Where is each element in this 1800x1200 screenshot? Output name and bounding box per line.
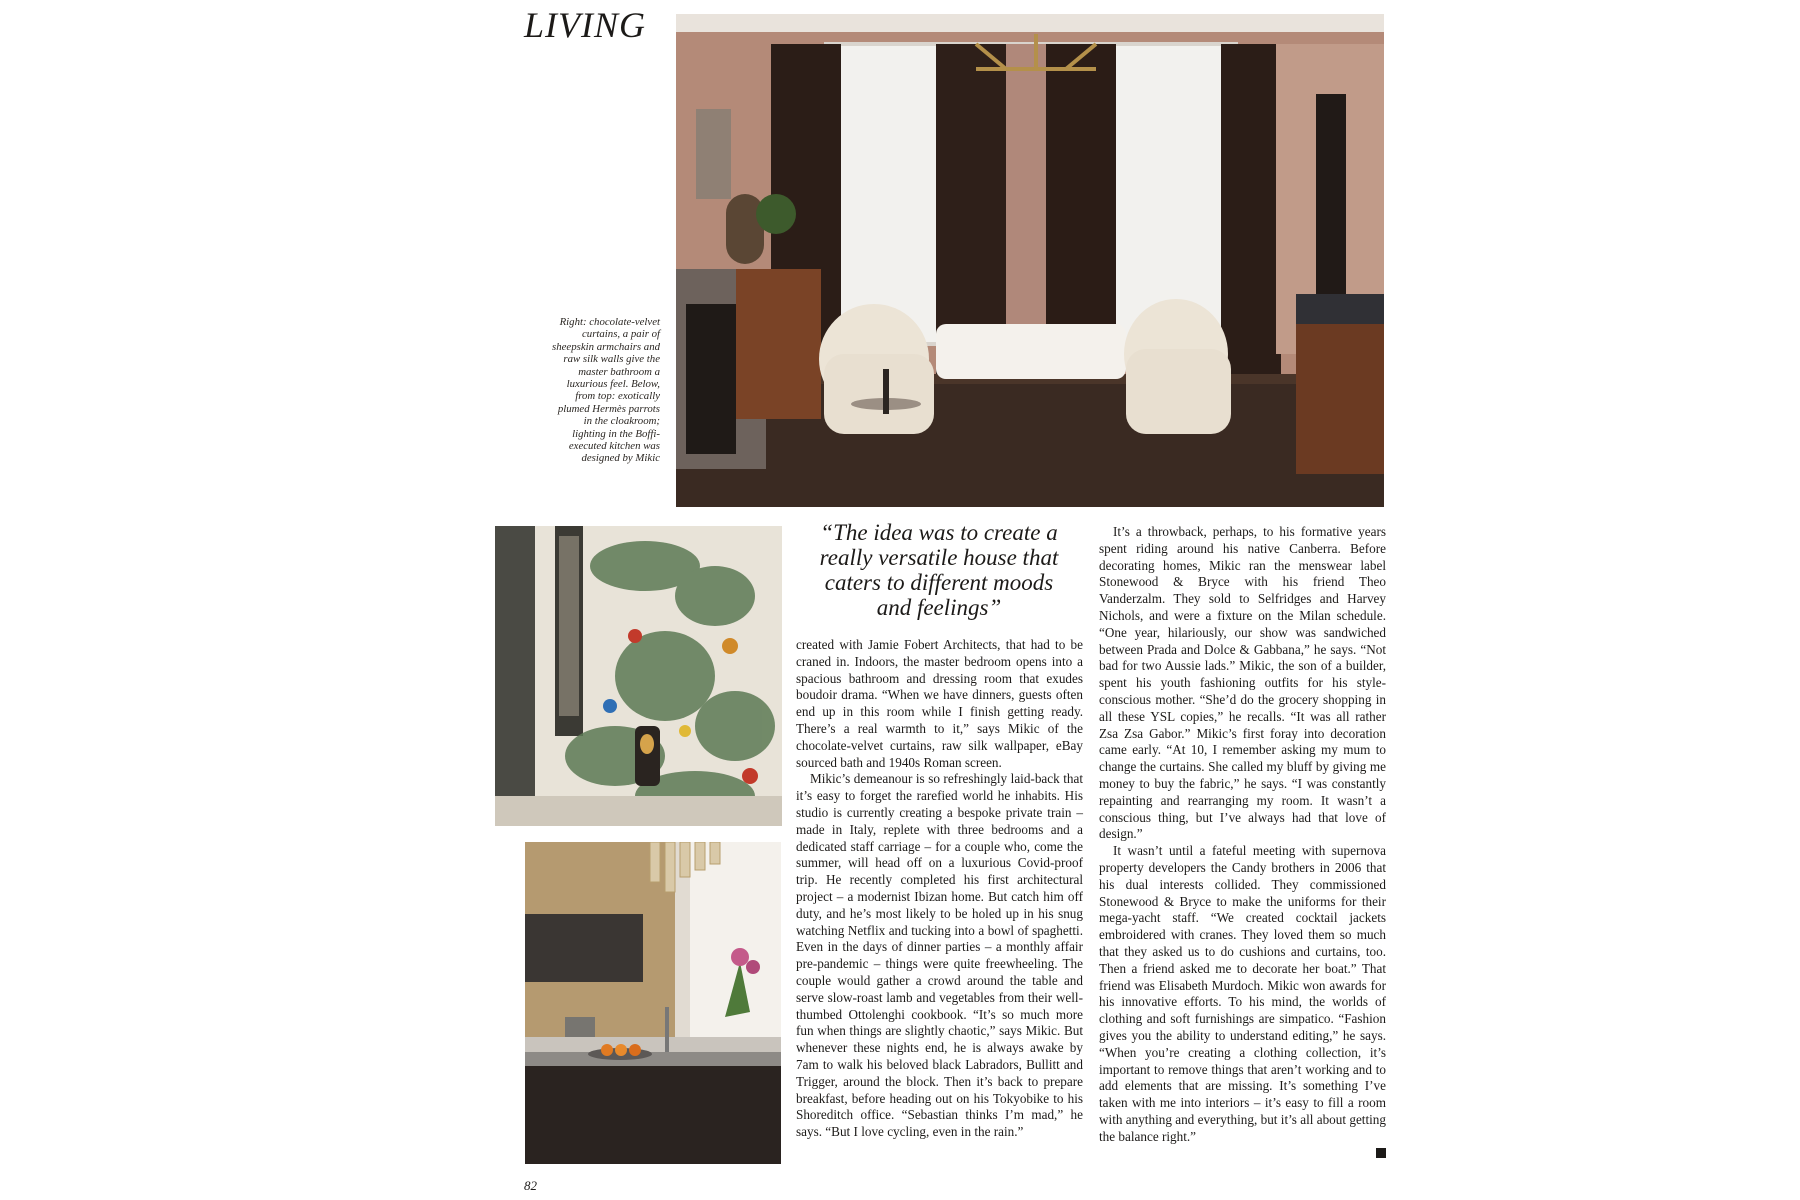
column-2-paragraph: It wasn’t until a fateful meeting with supernova property developers the Candy brothers in 2006 that his dual interests collided. They commissioned Stonewood & Bryce to make the uniforms for their mega-yacht staff. “We created cocktail jackets embroidered with cranes. They loved them so much that they asked us to do cushions and curtains, too. Then a friend asked me to decorate her boat.” That friend was Elisabeth Murdoch. Mikic won awards for his innovative efforts. To his mind, the worlds of clothing and soft furnishings are simpatico. “Fashion gives you the ability to understand editing,” he says. “When you’re creating a clothing collection, it’s important to remove things that aren’t working and to add elements that are missing. It’s something I’ve taken with me into interiors – it’s easy to fill a room with anything and everything, but it’s all about getting the balance right.” — [1099, 843, 1386, 1144]
column-2-paragraph: It’s a throwback, perhaps, to his formative years spent riding around his native Canberra. Before decorating homes, Mikic ran the menswear label Stonewood & Bryce with his friend Theo Vanderzalm. They sold to Selfridges and Harvey Nichols, and were a fixture on the Milan schedule. “One year, hilariously, our show was sandwiched between Prada and Dolce & Gabbana,” he says. “Not bad for two Aussie lads.” Mikic, the son of a builder, spent his youth fashioning outfits for his style-conscious mother. “She’d do the grocery shopping in all these YSL copies,” he recalls. “It was all rather Zsa Zsa Gabor.” Mikic’s first foray into decoration came early. “At 10, I remember asking my mum to change the curtains. She called my bluff by giving me money to buy the fabric,” he says. “I was constantly repainting and rearranging my room. It wasn’t a conscious thing, but I’ve always had that love of design.” — [1099, 524, 1386, 842]
column-1-paragraph: Mikic’s demeanour is so refreshingly laid-back that it’s easy to forget the rarefied world he inhabits. His studio is currently creating a bespoke private train – made in Italy, replete with three bedrooms and a dedicated staff carriage – for a couple who, come the summer, will head off on a luxurious Covid-proof trip. He recently completed his first architectural project – a modernist Ibizan home. But catch him off duty, and he’s most likely to be holed up in his snug watching Netflix and tucking into a bowl of spaghetti. Even in the days of dinner parties – a monthly affair pre-pandemic – things were quite freewheeling. The couple would gather a crowd around the table and serve slow-roast lamb and vegetables from their well-thumbed Ottolenghi cookbook. “It’s so much more fun when things are slightly chaotic,” says Mikic. But whenever these nights end, he is always awake by 7am to walk his beloved black Labradors, Bullitt and Trigger, around the block. Then it’s back to prepare breakfast, before heading out on his Tokyobike to his Shoreditch office. “Sebastian thinks I’m mad,” he says. “But I love cycling, even in the rain.” — [796, 771, 1083, 1140]
master-bathroom-photo — [676, 14, 1384, 507]
page-number: 82 — [524, 1178, 537, 1193]
photo-caption: Right: chocolate-velvet curtains, a pair of sheepskin armchairs and raw silk walls give the master bathroom a luxurious feel. Below, from top: exotically plumed Hermès parrots in the cloakroom; lighting in the Boffi-executed kitchen was designed by Mikic — [552, 316, 660, 465]
article-column-2 — [1099, 524, 1386, 1158]
pull-quote: “The idea was to create a really versatile house that caters to different moods and feelings” — [819, 520, 1059, 620]
end-of-article-mark — [1376, 1148, 1386, 1158]
article-column-1 — [796, 637, 1083, 1141]
cloakroom-parrot-wallpaper-photo — [495, 526, 782, 826]
column-1-paragraph: created with Jamie Fobert Architects, that had to be craned in. Indoors, the master bedroom opens into a spacious bathroom and dressing room that exudes boudoir drama. “When we have dinners, guests often end up in this room while I finish getting ready. There’s a real warmth to it,” says Mikic of the chocolate-velvet curtains, raw silk wallpaper, eBay sourced bath and 1940s Roman screen. — [796, 637, 1083, 770]
section-title: LIVING — [524, 5, 646, 45]
kitchen-photo — [525, 842, 781, 1164]
